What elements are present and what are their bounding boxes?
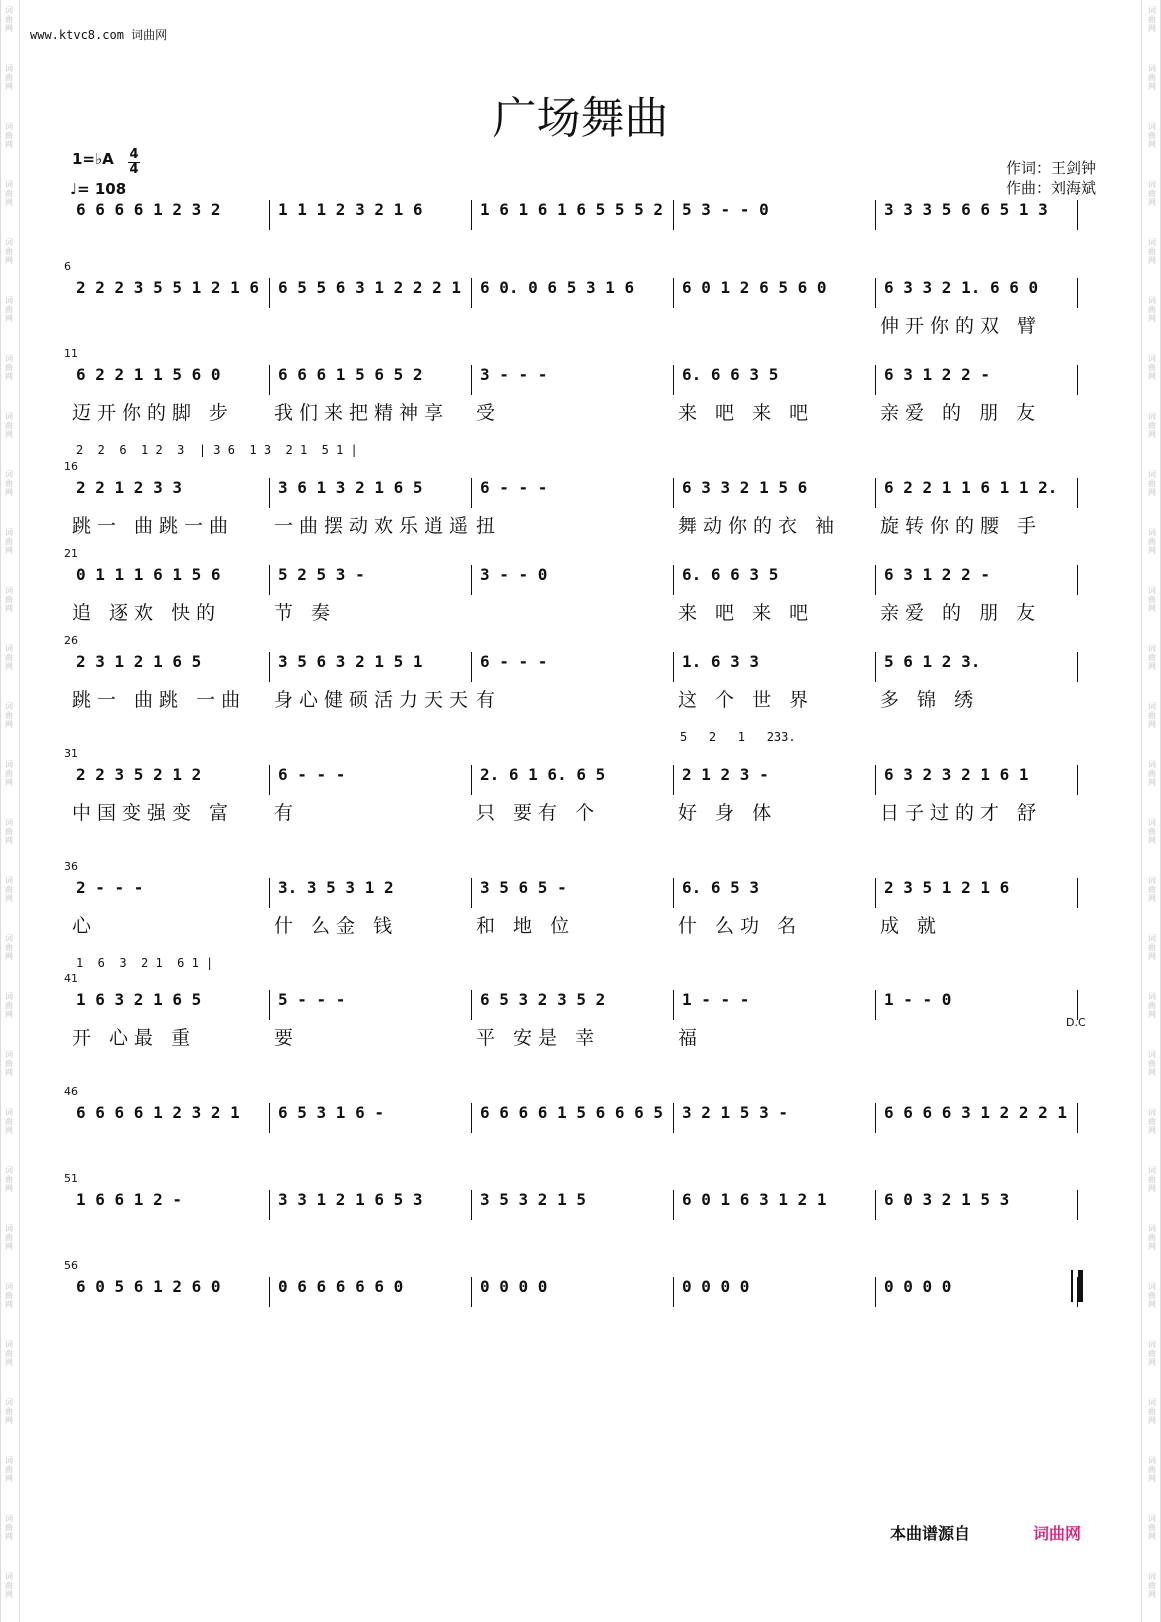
barline (471, 990, 472, 1020)
lyric-segment: 亲爱 的 朋 友 (880, 602, 1042, 624)
lyric-segment: 扭 (476, 515, 502, 537)
barline (269, 878, 270, 908)
barline (269, 565, 270, 595)
barline (673, 478, 674, 508)
lyric-segment: 一曲摆动欢乐逍遥 (274, 515, 475, 537)
measure: 1 - - 0 (884, 990, 952, 1009)
watermark-text: 词 曲 网 (1148, 470, 1156, 497)
watermark-text: 词 曲 网 (1148, 180, 1156, 207)
measure: 3 6 1 3 2 1 6 5 (278, 478, 423, 497)
measure: 6 5 3 2 3 5 2 (480, 990, 606, 1009)
measure: 3 3 1 2 1 6 5 3 (278, 1190, 423, 1209)
barline (875, 478, 876, 508)
notation-row (76, 652, 1076, 682)
measure: 0 0 0 0 (884, 1277, 952, 1296)
measure: 3 5 6 3 2 1 5 1 (278, 652, 423, 671)
meter-top: 4 (129, 147, 139, 162)
lyric-segment: 成 就 (880, 915, 943, 937)
watermark-text: 词 曲 网 (1148, 122, 1156, 149)
watermark-text: 词 曲 网 (5, 1108, 13, 1135)
watermark-text: 词 曲 网 (5, 122, 13, 149)
lyrics-row (72, 311, 1072, 343)
footer-logo: 词曲网 (1033, 1524, 1082, 1543)
lyric-segment: 有 (274, 802, 300, 824)
watermark-text: 词 曲 网 (1148, 296, 1156, 323)
watermark-text: 词 曲 网 (5, 1398, 13, 1425)
barline (471, 200, 472, 230)
measure: 6 2 2 1 1 6 1 1 2. (884, 478, 1058, 497)
barline (269, 1103, 270, 1133)
lyrics-row (72, 798, 1072, 830)
watermark-text: 词 曲 网 (1148, 1514, 1156, 1541)
lyric-segment: 有 (476, 689, 502, 711)
measure: 6 6 6 6 3 1 2 2 2 1 (884, 1103, 1068, 1122)
lyric-segment: 亲爱 的 朋 友 (880, 402, 1042, 424)
barline (673, 365, 674, 395)
watermark-text: 词 曲 网 (1148, 992, 1156, 1019)
measure: 0 0 0 0 (480, 1277, 548, 1296)
notation-row (76, 1190, 1076, 1220)
barline (875, 365, 876, 395)
barline (269, 200, 270, 230)
watermark-text: 词 曲 网 (5, 1282, 13, 1309)
measure: 6. 6 5 3 (682, 878, 760, 897)
barline (875, 990, 876, 1020)
lyrics-row (72, 511, 1072, 543)
lyric-segment: 舞动你的衣 袖 (678, 515, 841, 537)
measure: 6 0 5 6 1 2 6 0 (76, 1277, 221, 1296)
barline (673, 565, 674, 595)
watermark-text: 词 曲 网 (5, 586, 13, 613)
watermark-text: 词 曲 网 (5, 412, 13, 439)
watermark-text: 词 曲 网 (5, 470, 13, 497)
lyric-segment: 节 奏 (274, 602, 337, 624)
lyric-segment: 来 吧 来 吧 (678, 602, 815, 624)
measure: 6 3 1 2 2 - (884, 565, 990, 584)
barline (471, 765, 472, 795)
watermark-text: 词 曲 网 (5, 1456, 13, 1483)
lyric-segment: 中国变强变 富 (72, 802, 235, 824)
barline (471, 565, 472, 595)
barline (269, 652, 270, 682)
watermark-text: 词 曲 网 (1148, 702, 1156, 729)
measure: 3 5 6 5 - (480, 878, 567, 897)
measure: 1. 6 3 3 (682, 652, 760, 671)
watermark-text: 词 曲 网 (5, 934, 13, 961)
measure-number: 51 (64, 1172, 78, 1185)
upper-voice-line: 1 6 3 2 1 6 1 | (76, 956, 214, 970)
upper-voice-line: 2 2 6 1 2 3 | 3 6 1 3 2 1 5 1 | (76, 443, 358, 457)
barline (269, 990, 270, 1020)
credits (1006, 158, 1096, 198)
measure-number: 11 (64, 347, 78, 360)
measure: 3 2 1 5 3 - (682, 1103, 788, 1122)
measure: 6 2 2 1 1 5 6 0 (76, 365, 221, 384)
barline (673, 200, 674, 230)
barline (471, 1277, 472, 1307)
measure: 2 1 2 3 - (682, 765, 769, 784)
measure: 6 0 3 2 1 5 3 (884, 1190, 1010, 1209)
final-barline (1071, 1270, 1083, 1302)
measure-number: 41 (64, 972, 78, 985)
measure: 6 6 6 6 1 5 6 6 6 5 (480, 1103, 664, 1122)
lyric-segment: 旋转你的腰 手 (880, 515, 1043, 537)
watermark-text: 词 曲 网 (5, 296, 13, 323)
barline (673, 652, 674, 682)
barline (673, 278, 674, 308)
watermark-text: 词 曲 网 (1148, 1456, 1156, 1483)
barline (1077, 200, 1078, 230)
lyric-segment: 多 锦 绣 (880, 689, 980, 711)
barline (471, 652, 472, 682)
measure: 2 3 5 1 2 1 6 (884, 878, 1010, 897)
lyrics-row (72, 598, 1072, 630)
measure-number: 56 (64, 1259, 78, 1272)
measure: 5 - - - (278, 990, 346, 1009)
watermark-text: 词 曲 网 (1148, 586, 1156, 613)
measure: 3. 3 5 3 1 2 (278, 878, 394, 897)
watermark-text: 词 曲 网 (1148, 6, 1156, 33)
watermark-text: 词 曲 网 (1148, 818, 1156, 845)
barline (875, 1190, 876, 1220)
barline (1077, 1103, 1078, 1133)
barline (269, 278, 270, 308)
measure: 2. 6 1 6. 6 5 (480, 765, 606, 784)
measure: 6 - - - (480, 652, 548, 671)
lyric-segment: 开 心最 重 (72, 1027, 197, 1049)
lyrics-row (72, 911, 1072, 943)
measure: 6 5 3 1 6 - (278, 1103, 384, 1122)
watermark-text: 词 曲 网 (5, 702, 13, 729)
measure: 1 1 1 2 3 2 1 6 (278, 200, 423, 219)
watermark-text: 词 曲 网 (1148, 1224, 1156, 1251)
lyric-segment: 和 地 位 (476, 915, 576, 937)
measure: 6 6 6 1 5 6 5 2 (278, 365, 423, 384)
measure: 2 2 2 3 5 5 1 2 1 6 (76, 278, 260, 297)
watermark-text: 词 曲 网 (5, 1050, 13, 1077)
barline (1077, 878, 1078, 908)
measure: 1 6 1 6 1 6 5 5 5 2 (480, 200, 664, 219)
watermark-text: 词 曲 网 (5, 64, 13, 91)
barline (1077, 565, 1078, 595)
lyric-segment: 伸开你的双 臂 (880, 315, 1043, 337)
watermark-text: 词 曲 网 (1148, 1282, 1156, 1309)
notation-row (76, 278, 1076, 308)
measure: 2 3 1 2 1 6 5 (76, 652, 202, 671)
watermark-text: 词 曲 网 (1148, 1340, 1156, 1367)
barline (471, 365, 472, 395)
measure: 5 2 5 3 - (278, 565, 365, 584)
measure: 6. 6 6 3 5 (682, 565, 779, 584)
watermark-text: 词 曲 网 (5, 760, 13, 787)
barline (1077, 478, 1078, 508)
measure: 3 - - - (480, 365, 548, 384)
barline (1077, 765, 1078, 795)
measure: 6 3 2 3 2 1 6 1 (884, 765, 1029, 784)
measure: 2 - - - (76, 878, 144, 897)
lyric-segment: 跳一 曲跳一曲 (72, 515, 235, 537)
lyric-segment: 福 (678, 1027, 704, 1049)
measure: 5 6 1 2 3. (884, 652, 981, 671)
site-url: www.ktvc8.com 词曲网 (30, 28, 168, 42)
lyric-segment: 来 吧 来 吧 (678, 402, 815, 424)
watermark-text: 词 曲 网 (1148, 876, 1156, 903)
measure: 0 0 0 0 (682, 1277, 750, 1296)
notation-row (76, 365, 1076, 395)
lyric-segment: 追 逐欢 快的 (72, 602, 222, 624)
watermark-text: 词 曲 网 (5, 1572, 13, 1599)
barline (1077, 652, 1078, 682)
measure: 6 0. 0 6 5 3 1 6 (480, 278, 635, 297)
measure: 6 6 6 6 1 2 3 2 1 (76, 1103, 240, 1122)
time-signature (128, 148, 140, 177)
barline (1077, 365, 1078, 395)
lyrics-row (72, 1023, 1072, 1055)
tempo-marking: ♩= 108 (70, 180, 127, 198)
dc-marking: D.C (1066, 1016, 1086, 1029)
barline (875, 565, 876, 595)
barline (471, 478, 472, 508)
watermark-text: 词 曲 网 (1148, 1572, 1156, 1599)
watermark-text: 词 曲 网 (5, 992, 13, 1019)
watermark-text: 词 曲 网 (5, 354, 13, 381)
measure: 3 5 3 2 1 5 (480, 1190, 586, 1209)
measure: 0 1 1 1 6 1 5 6 (76, 565, 221, 584)
lyrics-row (72, 685, 1072, 717)
barline (673, 878, 674, 908)
upper-voice-line: 5 2 1 233. (680, 730, 796, 744)
barline (269, 478, 270, 508)
lyric-segment: 要 (274, 1027, 300, 1049)
notation-row (76, 765, 1076, 795)
watermark-text: 词 曲 网 (5, 1514, 13, 1541)
notation-row (76, 1277, 1076, 1307)
measure-number: 16 (64, 460, 78, 473)
watermark-text: 词 曲 网 (1148, 412, 1156, 439)
measure-number: 36 (64, 860, 78, 873)
barline (673, 990, 674, 1020)
barline (673, 765, 674, 795)
watermark-text: 词 曲 网 (5, 180, 13, 207)
measure: 3 - - 0 (480, 565, 548, 584)
meter-bottom: 4 (129, 162, 139, 177)
notation-row (76, 1103, 1076, 1133)
measure: 0 6 6 6 6 6 0 (278, 1277, 404, 1296)
measure: 6 3 1 2 2 - (884, 365, 990, 384)
composer: 作曲：刘海斌 (1005, 179, 1096, 197)
barline (673, 1190, 674, 1220)
measure: 6 5 5 6 3 1 2 2 2 1 (278, 278, 462, 297)
measure-number: 6 (64, 260, 71, 273)
key-signature: 1=♭A (72, 150, 114, 168)
barline (875, 878, 876, 908)
lyric-segment: 什 么金 钱 (274, 915, 399, 937)
lyric-segment: 心 (72, 915, 98, 937)
measure-number: 21 (64, 547, 78, 560)
barline (875, 652, 876, 682)
barline (471, 1103, 472, 1133)
barline (471, 878, 472, 908)
barline (875, 278, 876, 308)
watermark-text: 词 曲 网 (5, 238, 13, 265)
watermark-text: 词 曲 网 (5, 6, 13, 33)
lyrics-row (72, 398, 1072, 430)
barline (673, 1103, 674, 1133)
measure-number: 31 (64, 747, 78, 760)
lyric-segment: 跳一 曲跳 一曲 (72, 689, 247, 711)
watermark-text: 词 曲 网 (1148, 760, 1156, 787)
lyric-segment: 平 安是 幸 (476, 1027, 601, 1049)
barline (1077, 1190, 1078, 1220)
watermark-text: 词 曲 网 (1148, 354, 1156, 381)
barline (875, 765, 876, 795)
measure: 6 - - - (278, 765, 346, 784)
watermark-text: 词 曲 网 (5, 644, 13, 671)
watermark-text: 词 曲 网 (1148, 1166, 1156, 1193)
watermark-text: 词 曲 网 (1148, 934, 1156, 961)
lyric-segment: 好 身 体 (678, 802, 778, 824)
measure: 6 0 1 2 6 5 6 0 (682, 278, 827, 297)
barline (1077, 278, 1078, 308)
watermark-text: 词 曲 网 (1148, 1398, 1156, 1425)
measure-number: 46 (64, 1085, 78, 1098)
measure: 6 3 3 2 1. 6 6 0 (884, 278, 1039, 297)
watermark-text: 词 曲 网 (5, 528, 13, 555)
barline (471, 1190, 472, 1220)
notation-row (76, 990, 1076, 1020)
lyric-segment: 什 么功 名 (678, 915, 803, 937)
watermark-text: 词 曲 网 (1148, 1050, 1156, 1077)
barline (673, 1277, 674, 1307)
measure: 6 0 1 6 3 1 2 1 (682, 1190, 827, 1209)
measure: 1 6 3 2 1 6 5 (76, 990, 202, 1009)
measure: 6 6 6 6 1 2 3 2 (76, 200, 221, 219)
lyric-segment: 这 个 世 界 (678, 689, 815, 711)
barline (269, 365, 270, 395)
notation-row (76, 200, 1076, 230)
measure: 1 - - - (682, 990, 750, 1009)
lyric-segment: 日子过的才 舒 (880, 802, 1043, 824)
measure: 6 3 3 2 1 5 6 (682, 478, 808, 497)
watermark-text: 词 曲 网 (5, 1166, 13, 1193)
watermark-text: 词 曲 网 (5, 876, 13, 903)
notation-row (76, 878, 1076, 908)
barline (875, 1277, 876, 1307)
lyric-segment: 受 (476, 402, 502, 424)
lyric-segment: 身心健硕活力天天 (274, 689, 475, 711)
lyricist: 作词：王剑钟 (1005, 159, 1096, 177)
measure-number: 26 (64, 634, 78, 647)
watermark-text: 词 曲 网 (1148, 1108, 1156, 1135)
measure: 6. 6 6 3 5 (682, 365, 779, 384)
watermark-text: 词 曲 网 (1148, 644, 1156, 671)
lyric-segment: 只 要有 个 (476, 802, 601, 824)
song-title: 广场舞曲 (492, 93, 669, 144)
watermark-text: 词 曲 网 (5, 818, 13, 845)
measure: 1 6 6 1 2 - (76, 1190, 182, 1209)
watermark-text: 词 曲 网 (5, 1224, 13, 1251)
notation-row (76, 565, 1076, 595)
barline (269, 765, 270, 795)
barline (875, 200, 876, 230)
footer-source: 本曲谱源自 (890, 1524, 971, 1543)
watermark-text: 词 曲 网 (1148, 238, 1156, 265)
notation-row (76, 478, 1076, 508)
measure: 5 3 - - 0 (682, 200, 769, 219)
barline (269, 1277, 270, 1307)
barline (875, 1103, 876, 1133)
lyric-segment: 迈开你的脚 步 (72, 402, 235, 424)
measure: 2 2 3 5 2 1 2 (76, 765, 202, 784)
barline (269, 1190, 270, 1220)
watermark-text: 词 曲 网 (1148, 528, 1156, 555)
lyric-segment: 我们来把精神享 (274, 402, 450, 424)
watermark-text: 词 曲 网 (5, 1340, 13, 1367)
measure: 2 2 1 2 3 3 (76, 478, 182, 497)
watermark-text: 词 曲 网 (1148, 64, 1156, 91)
barline (471, 278, 472, 308)
measure: 3 3 3 5 6 6 5 1 3 (884, 200, 1048, 219)
measure: 6 - - - (480, 478, 548, 497)
